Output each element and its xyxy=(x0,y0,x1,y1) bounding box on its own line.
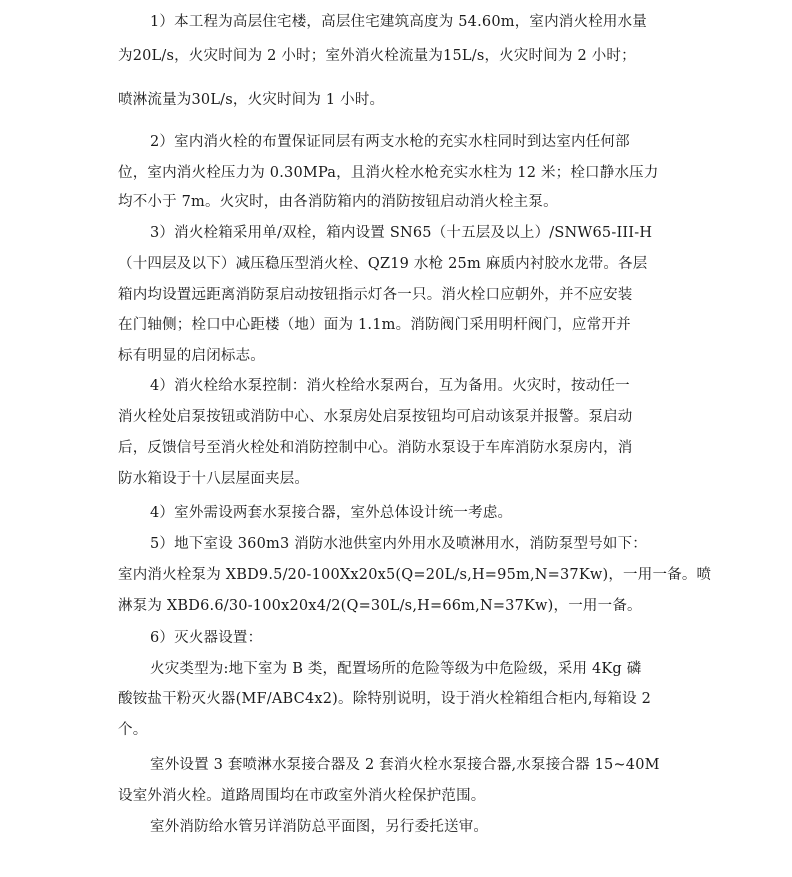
text-line: 后，反馈信号至消火栓处和消防控制中心。消防水泵设于车库消防水泵房内，消 xyxy=(118,440,633,456)
text-line: 为20L/s，火灾时间为 2 小时；室外消火栓流量为15L/s，火灾时间为 2 小时； xyxy=(118,48,636,64)
text-line: 均不小于 7m。火灾时，由各消防箱内的消防按钮启动消火栓主泵。 xyxy=(118,194,558,210)
text-line: 设室外消火栓。道路周围均在市政室外消火栓保护范围。 xyxy=(118,788,486,804)
text-line: 喷淋流量为30L/s，火灾时间为 1 小时。 xyxy=(118,92,385,108)
text-line: 防水箱设于十八层屋面夹层。 xyxy=(118,471,310,487)
text-line: 6）灭火器设置： xyxy=(150,630,263,646)
text-line: 消火栓处启泵按钮或消防中心、水泵房处启泵按钮均可启动该泵并报警。泵启动 xyxy=(118,409,633,425)
text-line: （十四层及以下）减压稳压型消火栓、QZ19 水枪 25m 麻质内衬胶水龙带。各层 xyxy=(118,256,648,272)
text-line: 1）本工程为高层住宅楼，高层住宅建筑高度为 54.60m，室内消火栓用水量 xyxy=(150,14,647,30)
text-line: 酸铵盐干粉灭火器(MF/ABC4x2)。除特别说明，设于消火栓箱组合柜内,每箱设 2 xyxy=(118,691,652,707)
text-line: 3）消火栓箱采用单/双栓，箱内设置 SN65（十五层及以上）/SNW65-III-H xyxy=(150,225,653,241)
text-line: 淋泵为 XBD6.6/30-100x20x4/2(Q=30L/s,H=66m,N=37Kw)，一用一备。 xyxy=(118,598,642,614)
text-line: 室外消防给水管另详消防总平面图，另行委托送审。 xyxy=(150,819,489,835)
text-line: 室内消火栓泵为 XBD9.5/20-100Xx20x5(Q=20L/s,H=95m,N=37Kw)，一用一备。喷 xyxy=(118,567,712,583)
text-line: 火灾类型为:地下室为 B 类，配置场所的危险等级为中危险级，采用 4Kg 磷 xyxy=(150,661,642,677)
text-line: 室外设置 3 套喷淋水泵接合器及 2 套消火栓水泵接合器,水泵接合器 15~40M xyxy=(150,757,660,773)
text-line: 标有明显的启闭标志。 xyxy=(118,348,265,364)
text-line: 4）室外需设两套水泵接合器，室外总体设计统一考虑。 xyxy=(150,505,513,521)
text-line: 2）室内消火栓的布置保证同层有两支水枪的充实水柱同时到达室内任何部 xyxy=(150,134,630,150)
text-line: 个。 xyxy=(118,722,148,738)
text-line: 4）消火栓给水泵控制：消火栓给水泵两台，互为备用。火灾时，按动任一 xyxy=(150,378,630,394)
text-line: 箱内均设置远距离消防泵启动按钮指示灯各一只。消火栓口应朝外，并不应安装 xyxy=(118,287,633,303)
text-line: 5）地下室设 360m3 消防水池供室内外用水及喷淋用水，消防泵型号如下： xyxy=(150,536,647,552)
text-line: 位，室内消火栓压力为 0.30MPa，且消火栓水枪充实水柱为 12 米；栓口静水压力 xyxy=(118,165,659,181)
text-line: 在门轴侧；栓口中心距楼（地）面为 1.1m。消防阀门采用明杆阀门，应常开并 xyxy=(118,317,631,333)
